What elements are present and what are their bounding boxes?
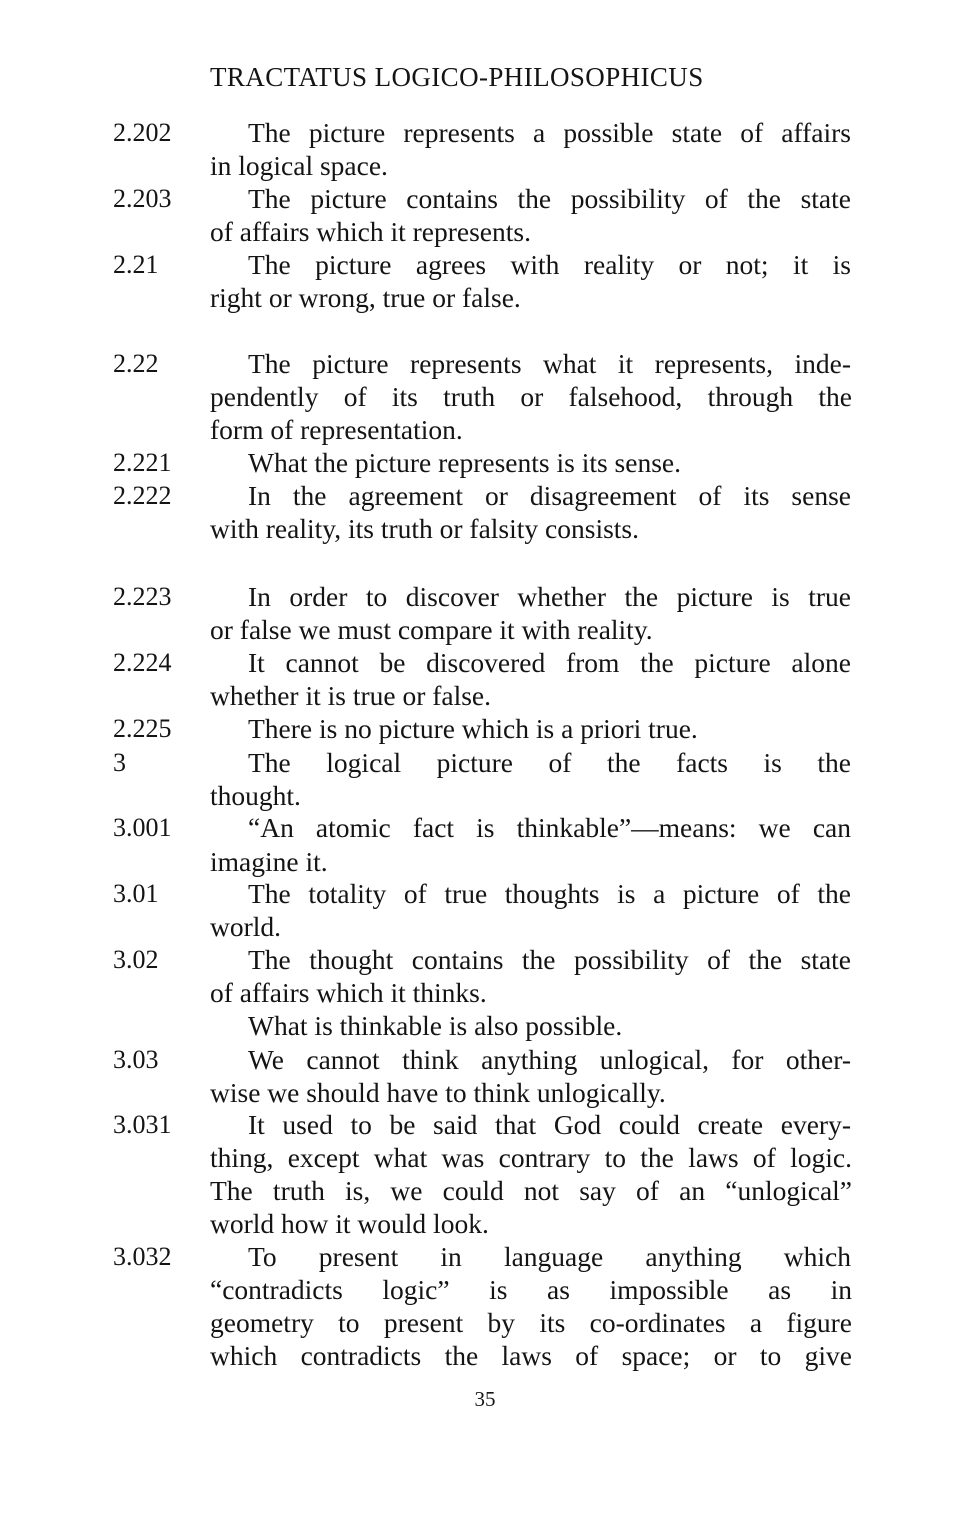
proposition-line: It cannot be discovered from the picture alone: [248, 647, 851, 678]
proposition-line: In order to discover whether the picture is true: [248, 581, 851, 612]
proposition-line: thing, except what was contrary to the laws of logic.: [210, 1142, 852, 1173]
proposition-line: form of representation.: [210, 414, 463, 445]
proposition-line: The logical picture of the facts is the: [248, 747, 851, 778]
proposition-line: in logical space.: [210, 150, 388, 181]
proposition-line: We cannot think anything unlogical, for other-: [248, 1044, 851, 1075]
proposition-number: 2.203: [113, 184, 172, 213]
proposition-line: The picture represents what it represents, inde-: [248, 348, 851, 379]
proposition-line: It used to be said that God could create every-: [248, 1109, 851, 1140]
proposition-line: What is thinkable is also possible.: [248, 1010, 623, 1041]
page-number: 35: [474, 1387, 496, 1411]
proposition-line: wise we should have to think unlogically.: [210, 1077, 666, 1108]
proposition-number: 3: [113, 748, 126, 777]
proposition-number: 3.01: [113, 879, 159, 908]
proposition-line: of affairs which it represents.: [210, 216, 531, 247]
page-title: TRACTATUS LOGICO-PHILOSOPHICUS: [210, 62, 704, 92]
proposition-line: The totality of true thoughts is a picture of the: [248, 878, 851, 909]
proposition-line: which contradicts the laws of space; or to give: [210, 1340, 852, 1371]
proposition-line: The truth is, we could not say of an “unlogical”: [210, 1175, 852, 1206]
proposition-number: 2.202: [113, 118, 172, 147]
proposition-line: thought.: [210, 780, 301, 811]
proposition-number: 2.225: [113, 714, 172, 743]
proposition-line: imagine it.: [210, 846, 328, 877]
proposition-line: pendently of its truth or falsehood, through the: [210, 381, 852, 412]
proposition-number: 2.221: [113, 448, 172, 477]
proposition-line: world how it would look.: [210, 1208, 489, 1239]
proposition-line: with reality, its truth or falsity consists.: [210, 513, 640, 544]
proposition-line: To present in language anything which: [248, 1241, 851, 1272]
proposition-line: “contradicts logic” is as impossible as in: [210, 1274, 852, 1305]
proposition-number: 3.02: [113, 945, 159, 974]
proposition-line: or false we must compare it with reality.: [210, 614, 653, 645]
proposition-line: whether it is true or false.: [210, 680, 492, 711]
proposition-number: 2.22: [113, 349, 159, 378]
proposition-line: of affairs which it thinks.: [210, 977, 487, 1008]
proposition-line: The picture contains the possibility of the state: [248, 183, 851, 214]
proposition-line: geometry to present by its co-ordinates a figure: [210, 1307, 852, 1338]
proposition-line: world.: [210, 911, 282, 942]
proposition-line: There is no picture which is a priori true.: [248, 713, 698, 744]
proposition-line: What the picture represents is its sense.: [248, 447, 681, 478]
proposition-number: 3.001: [113, 813, 172, 842]
proposition-number: 2.222: [113, 481, 172, 510]
proposition-number: 2.224: [113, 648, 172, 677]
proposition-line: The picture represents a possible state of affairs: [248, 117, 851, 148]
proposition-number: 3.032: [113, 1242, 172, 1271]
proposition-line: “An atomic fact is thinkable”—means: we can: [248, 812, 851, 843]
proposition-line: The thought contains the possibility of the state: [248, 944, 851, 975]
proposition-number: 2.21: [113, 250, 159, 279]
proposition-line: The picture agrees with reality or not; it is: [248, 249, 851, 280]
proposition-line: In the agreement or disagreement of its sense: [248, 480, 851, 511]
proposition-number: 2.223: [113, 582, 172, 611]
proposition-line: right or wrong, true or false.: [210, 282, 521, 313]
proposition-number: 3.031: [113, 1110, 172, 1139]
proposition-number: 3.03: [113, 1045, 159, 1074]
